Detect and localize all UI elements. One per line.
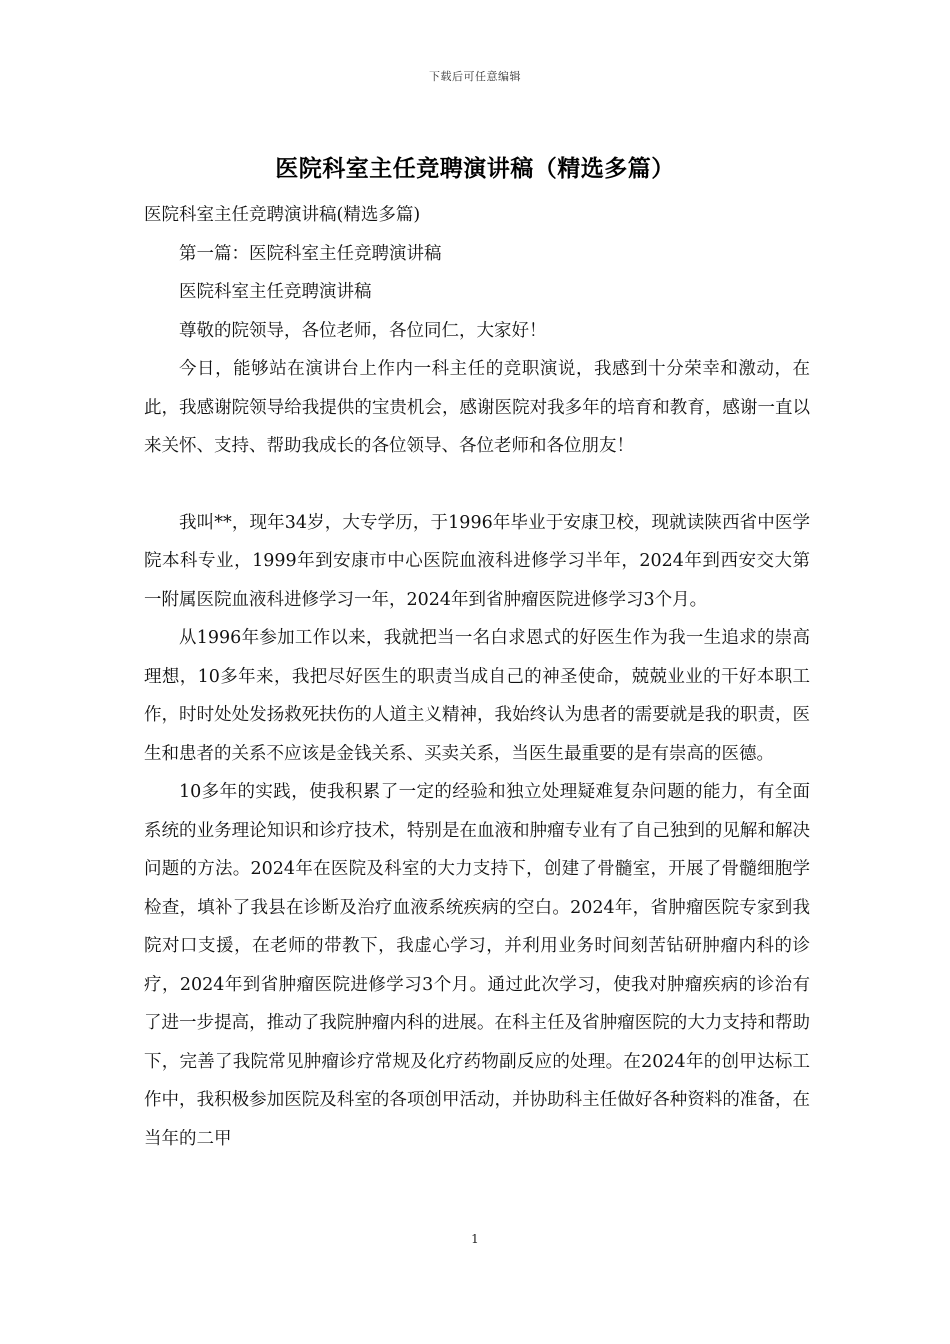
body-paragraph: 从1996年参加工作以来，我就把当一名白求恩式的好医生作为我一生追求的崇高理想，10多年来，我把尽好医生的职责当成自己的神圣使命，兢兢业业的干好本职工作，时时处处发扬救死扶伤的人道主义精神，我始终认为患者的需要就是我的职责，医生和患者的关系不应该是金钱关系、买卖关系，当医生最重要的是有崇高的医德。 — [144, 628, 810, 764]
paragraph-gap — [144, 466, 810, 504]
document-body — [144, 196, 810, 1158]
subtitle-line: 医院科室主任竞聘演讲稿(精选多篇) — [144, 205, 421, 225]
header-note: 下载后可任意编辑 — [429, 70, 521, 83]
speech-title: 医院科室主任竞聘演讲稿 — [179, 282, 372, 302]
section-heading: 第一篇：医院科室主任竞聘演讲稿 — [179, 243, 442, 264]
body-paragraph: 我叫**，现年34岁，大专学历，于1996年毕业于安康卫校，现就读陕西省中医学院本科专业，1999年到安康市中心医院血液科进修学习半年，2024年到西安交大第一附属医院血液科进修学习一年，2024年到省肿瘤医院进修学习3个月。 — [144, 512, 810, 610]
document-title: 医院科室主任竞聘演讲稿（精选多篇） — [275, 155, 675, 182]
body-paragraph: 10多年的实践，使我积累了一定的经验和独立处理疑难复杂问题的能力，有全面系统的业务理论知识和诊疗技术，特别是在血液和肿瘤专业有了自己独到的见解和解决问题的方法。2024年在医院及科室的大力支持下，创建了骨髓室，开展了骨髓细胞学检查，填补了我县在诊断及治疗血液系统疾病的空白。2024年，省肿瘤医院专家到我院对口支援，在老师的带教下，我虚心学习，并利用业务时间刻苦钻研肿瘤内科的诊疗，2024年到省肿瘤医院进修学习3个月。通过此次学习，使我对肿瘤疾病的诊治有了进一步提高，推动了我院肿瘤内科的进展。在科主任及省肿瘤医院的大力支持和帮助下，完善了我院常见肿瘤诊疗常规及化疗药物副反应的处理。在2024年的创甲达标工作中，我积极参加医院及科室的各项创甲活动，并协助科主任做好各种资料的准备，在当年的二甲 — [144, 782, 810, 1149]
page-number: 1 — [471, 1232, 479, 1246]
salutation: 尊敬的院领导，各位老师，各位同仁，大家好！ — [179, 320, 547, 341]
body-paragraph: 今日，能够站在演讲台上作内一科主任的竞职演说，我感到十分荣幸和激动，在此，我感谢院领导给我提供的宝贵机会，感谢医院对我多年的培育和教育，感谢一直以来关怀、支持、帮助我成长的各位领导、各位老师和各位朋友！ — [144, 359, 810, 456]
